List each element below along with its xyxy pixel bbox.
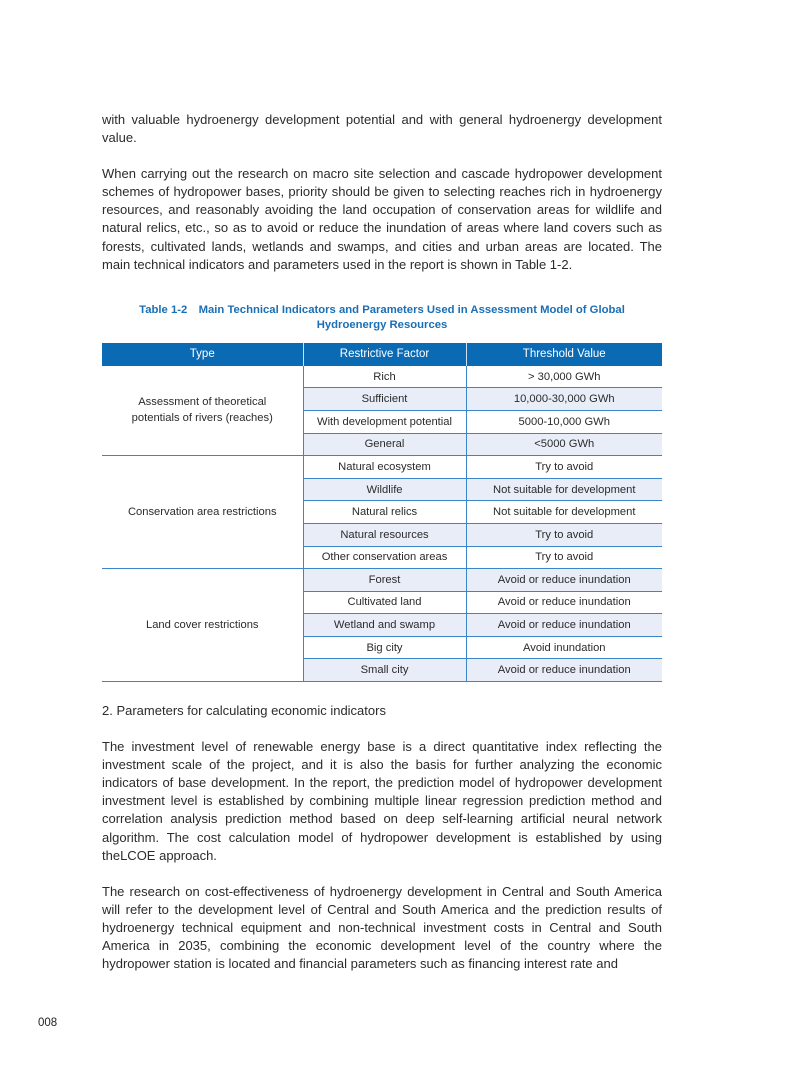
threshold-value-cell: Not suitable for development [466,501,662,524]
restrictive-factor-cell: Big city [303,636,466,659]
restrictive-factor-cell: Natural resources [303,523,466,546]
paragraph-site-selection: When carrying out the research on macro site selection and cascade hydropower development schemes of hydropower bases, priority should be given to selecting reaches rich in hydroenergy resources, and reasonably avoiding the land occupation of conservation areas for wildlife and natural relics, etc., so as to avoid or reduce the inundation of areas where land covers such as forests, cultivated lands, wetlands and swamps, and cities and urban areas are located. The main technical indicators and parameters used in the report is shown in Table 1-2. [102,166,662,272]
page-content [102,111,662,973]
threshold-value-cell: <5000 GWh [466,433,662,456]
type-cell: Land cover restrictions [102,569,303,682]
table-caption: Table 1-2 Main Technical Indicators and Parameters Used in Assessment Model of Global Hydroenergy Resources [139,303,625,332]
paragraph-intro-continuation: with valuable hydroenergy development potential and with general hydroenergy development value. [102,112,662,146]
restrictive-factor-cell: Other conservation areas [303,546,466,569]
restrictive-factor-cell: Natural relics [303,501,466,524]
table-header-row [102,343,662,366]
threshold-value-cell: Avoid or reduce inundation [466,614,662,637]
table-row [102,456,662,479]
threshold-value-cell: 10,000-30,000 GWh [466,388,662,411]
header-restrictive-factor: Restrictive Factor [303,343,466,366]
type-cell: Conservation area restrictions [102,456,303,569]
threshold-value-cell: Try to avoid [466,456,662,479]
table-row [102,569,662,592]
threshold-value-cell: Not suitable for development [466,478,662,501]
header-type: Type [102,343,303,366]
threshold-value-cell: > 30,000 GWh [466,366,662,388]
threshold-value-cell: Avoid or reduce inundation [466,569,662,592]
restrictive-factor-cell: Rich [303,366,466,388]
paragraph-investment-level: The investment level of renewable energy base is a direct quantitative index reflecting the investment scale of the project, and it is also the basis for further analyzing the economic indicators of base development. In the report, the prediction model of hydropower development investment level is established by combining multiple linear regression prediction method and correlation analysis prediction method based on deep self-learning artificial neural network algorithm. The cost calculation model of hydropower development is established by using theLCOE approach. [102,739,662,863]
restrictive-factor-cell: General [303,433,466,456]
restrictive-factor-cell: Sufficient [303,388,466,411]
threshold-value-cell: Avoid inundation [466,636,662,659]
table-row [102,366,662,388]
restrictive-factor-cell: Cultivated land [303,591,466,614]
technical-indicators-table [102,343,662,682]
header-threshold-value: Threshold Value [466,343,662,366]
threshold-value-cell: 5000-10,000 GWh [466,410,662,433]
restrictive-factor-cell: Wildlife [303,478,466,501]
restrictive-factor-cell: Natural ecosystem [303,456,466,479]
threshold-value-cell: Avoid or reduce inundation [466,659,662,682]
page-number: 008 [38,1017,58,1029]
type-cell: Assessment of theoretical potentials of rivers (reaches) [102,366,303,456]
threshold-value-cell: Avoid or reduce inundation [466,591,662,614]
restrictive-factor-cell: Small city [303,659,466,682]
threshold-value-cell: Try to avoid [466,523,662,546]
restrictive-factor-cell: Forest [303,569,466,592]
restrictive-factor-cell: With development potential [303,410,466,433]
threshold-value-cell: Try to avoid [466,546,662,569]
paragraph-cost-effectiveness: The research on cost-effectiveness of hydroenergy development in Central and South America will refer to the development level of Central and South America and the prediction results of hydroenergy technical equipment and non-technical investment costs in Central and South America in 2035, combining the economic development level of the country where the hydropower station is located and financial parameters such as financing interest rate and [102,883,662,972]
restrictive-factor-cell: Wetland and swamp [303,614,466,637]
table-body [102,366,662,682]
section-heading: 2. Parameters for calculating economic indicators [102,703,386,719]
